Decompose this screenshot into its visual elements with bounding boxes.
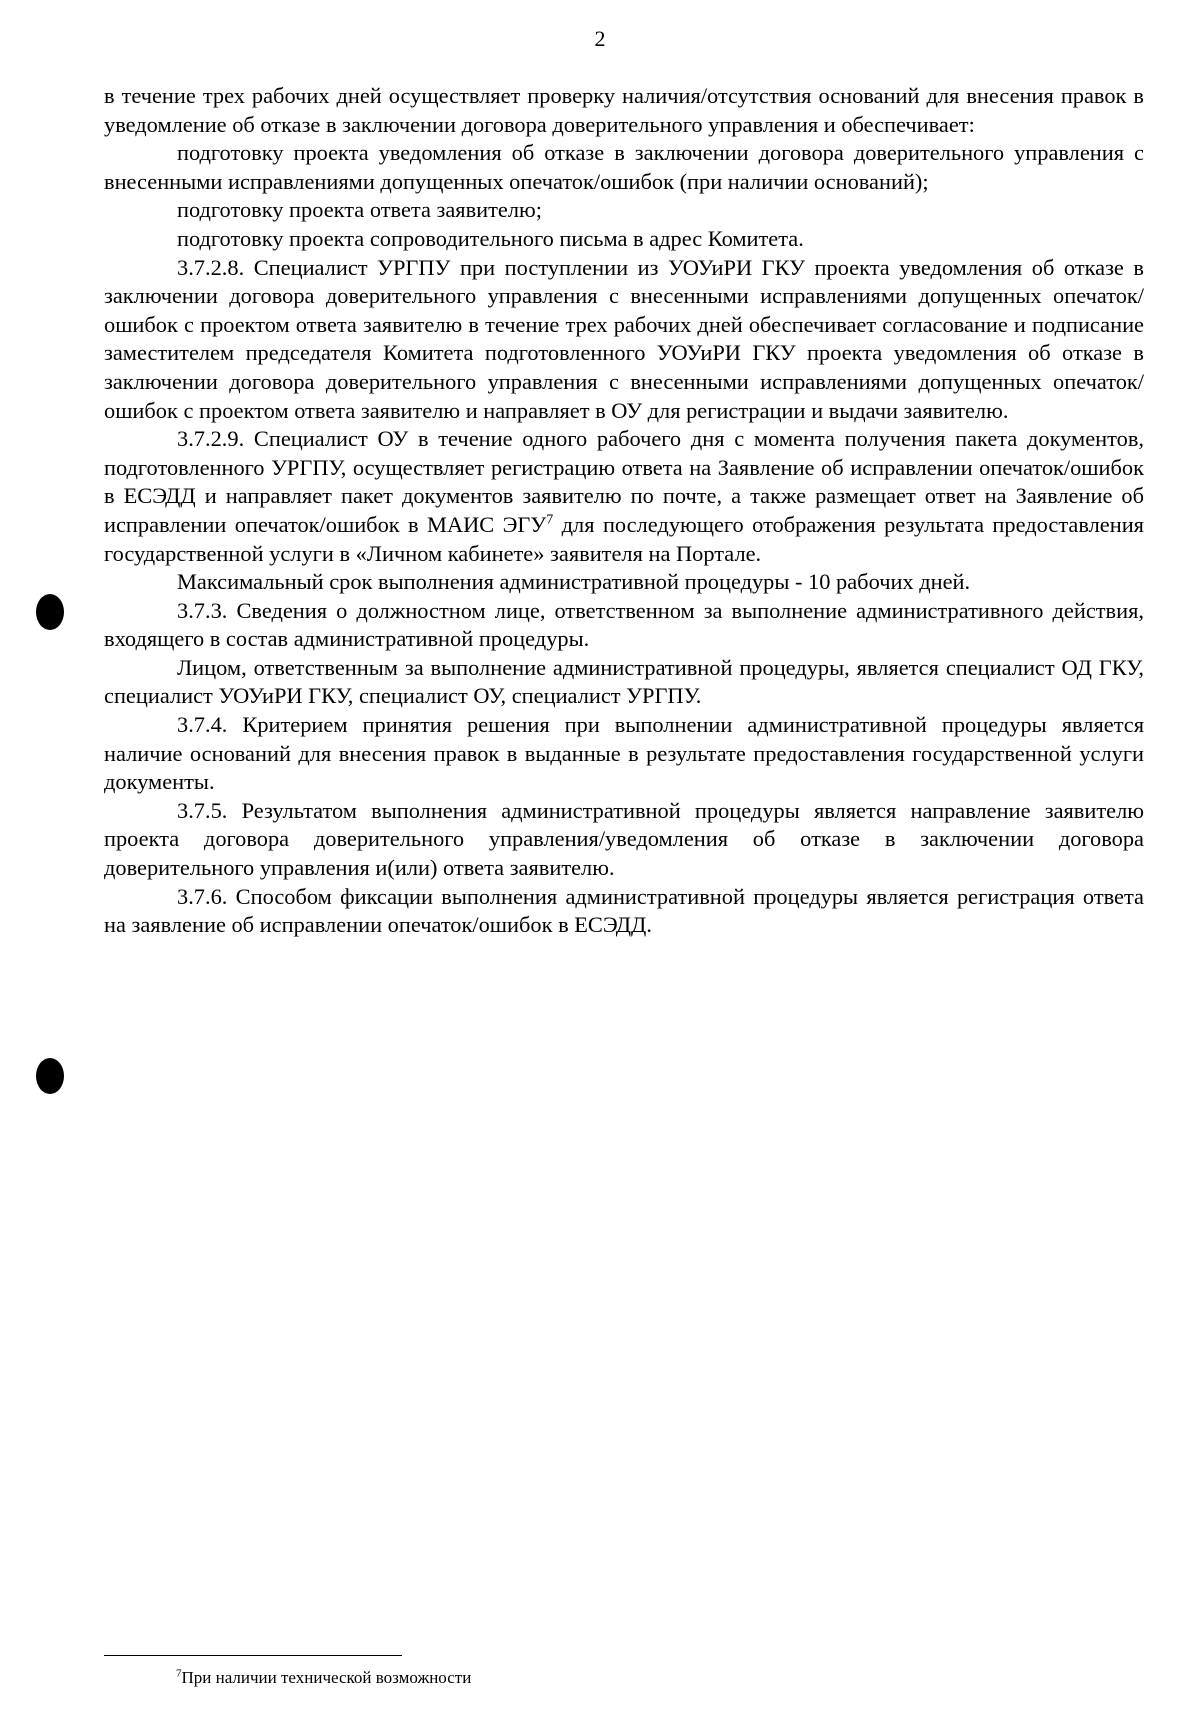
paragraph: подготовку проекта сопроводительного письма в адрес Комитета. (177, 225, 804, 251)
footnote-text: При наличии технической возможности (181, 1668, 472, 1687)
punch-hole-mark (36, 1058, 64, 1094)
footnote-marker: 7 (176, 1667, 182, 1680)
paragraph-with-footnote (104, 425, 1144, 568)
paragraph-text: 3.7.2.9. Специалист ОУ в течение одного рабочего дня с момента получения пакета документов, подготовленного УРГПУ, осуществляет регистрацию ответа на Заявление об исправлении опечаток/ошибок в ЕСЭДД и направляет пакет документов заявителю по почте, а также размещает ответ на Заявление об исправлении опечаток/ошибок в МАИС ЭГУ (104, 426, 1144, 537)
paragraph: 3.7.3. Сведения о должностном лице, ответственном за выполнение административного действия, входящего в состав административной процедуры. (104, 597, 1144, 652)
page-number: 2 (594, 26, 606, 51)
paragraph: Лицом, ответственным за выполнение административной процедуры, является специалист ОД ГКУ, специалист УОУиРИ ГКУ, специалист ОУ, специалист УРГПУ. (104, 654, 1144, 709)
paragraph: 3.7.2.8. Специалист УРГПУ при поступлении из УОУиРИ ГКУ проекта уведомления об отказе в заключении договора доверительного управления с внесенными исправлениями допущенных опечаток/ошибок с проектом ответа заявителю в течение трех рабочих дней обеспечивает согласование и подписание заместителем председателя Комитета подготовленного УОУиРИ ГКУ проекта уведомления об отказе в заключении договора доверительного управления с внесенными исправлениями допущенных опечаток/ошибок с проектом ответа заявителю и направляет в ОУ для регистрации и выдачи заявителю. (104, 254, 1144, 423)
paragraph: подготовку проекта уведомления об отказе в заключении договора доверительного управления с внесенными исправлениями допущенных опечаток/ошибок (при наличии оснований); (104, 140, 1144, 194)
punch-hole-mark (36, 594, 64, 630)
footnote-divider (104, 1655, 402, 1656)
footnote-reference[interactable]: 7 (546, 512, 554, 528)
paragraph: Максимальный срок выполнения административной процедуры - 10 рабочих дней. (177, 569, 971, 595)
paragraph: в течение трех рабочих дней осуществляет проверку наличия/отсутствия оснований для внесения правок в уведомление об отказе в заключении договора доверительного управления и обеспечивает: (104, 83, 1144, 137)
paragraph: 3.7.6. Способом фиксации выполнения административной процедуры является регистрация ответа на заявление об исправлении опечаток/ошибок в ЕСЭДД. (104, 883, 1144, 938)
paragraph: 3.7.5. Результатом выполнения административной процедуры является направление заявителю проекта договора доверительного управления/уведомления об отказе в заключении договора доверительного управления и(или) ответа заявителю. (104, 797, 1144, 881)
paragraph: 3.7.4. Критерием принятия решения при выполнении административной процедуры является наличие оснований для внесения правок в выданные в результате предоставления государственной услуги документы. (104, 712, 1144, 795)
paragraph-text: для последующего отображения результата предоставления государственной услуги в «Личном кабинете» заявителя на Портале. (104, 511, 1144, 566)
document-body (104, 82, 1144, 940)
footnote (176, 1668, 471, 1688)
paragraph: подготовку проекта ответа заявителю; (177, 197, 542, 223)
